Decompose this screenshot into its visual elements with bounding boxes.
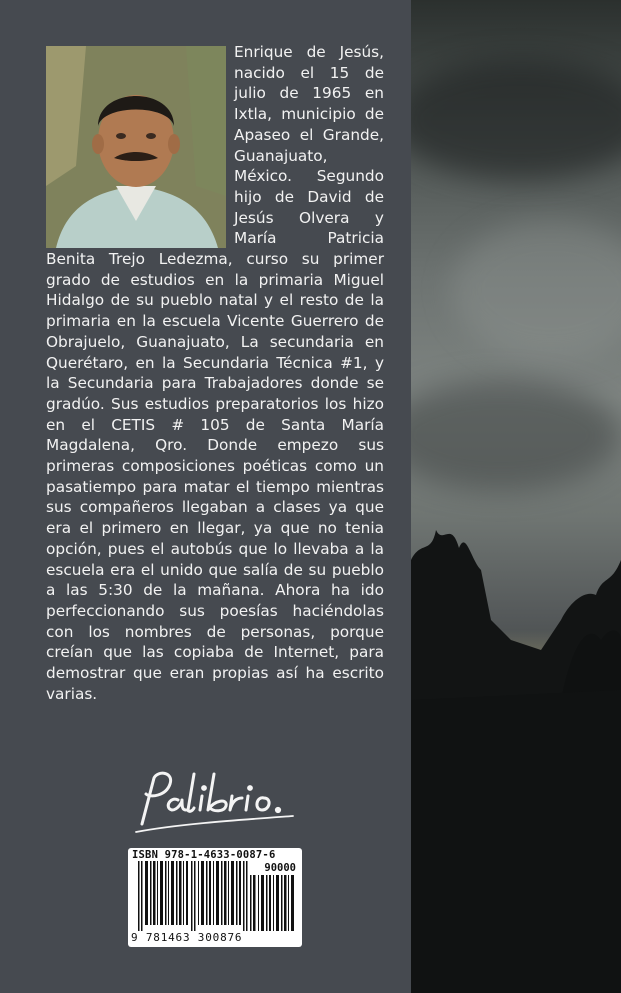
sky-photo	[411, 0, 621, 993]
barcode-bars-icon	[138, 861, 248, 931]
price-code: 90000	[264, 862, 296, 874]
isbn-label: ISBN 978-1-4633-0087-6	[132, 849, 276, 861]
addon-bars-icon	[250, 875, 296, 931]
publisher-logo	[128, 766, 298, 836]
isbn-barcode	[128, 848, 302, 947]
author-bio	[46, 42, 384, 705]
barcode-digits: 9 781463 300876	[131, 931, 243, 944]
author-bio-text: Enrique de Jesús, nacido el 15 de julio de 1965 en Ixtla, municipio de Apaseo el Grande, Guanajuato, México. Segundo hijo de David de Jesús Olvera y María Patricia Benita Trejo Ledezma, curso su primer grado de estudios en la primaria Miguel Hidalgo de su pueblo natal y el resto de la primaria en la escuela Vicente Guerrero de Obrajuelo, Guanajuato, La secundaria en Querétaro, en la Secundaria Técnica #1, y la Secundaria para Trabajadores donde se gradúo. Sus estudios preparatorios los hizo en el CETIS # 105 de Santa María Magdalena, Qro. Donde empezo sus primeras composiciones poéticas como un pasatiempo para matar el tiempo mientras sus compañeros llegaban a clases ya que era el primero en llegar, ya que no tenia opción, pues el autobús que lo llevaba a la escuela era el unido que salía de su pueblo a las 5:30 de la mañana. Ahora ha ido perfeccionando sus poesías haciéndolas con los nombres de personas, porque creían que las copiaba de Internet, para demostrar que eran propias así ha escrito varias.	[46, 43, 384, 703]
palibrio-logo-icon	[128, 766, 298, 836]
